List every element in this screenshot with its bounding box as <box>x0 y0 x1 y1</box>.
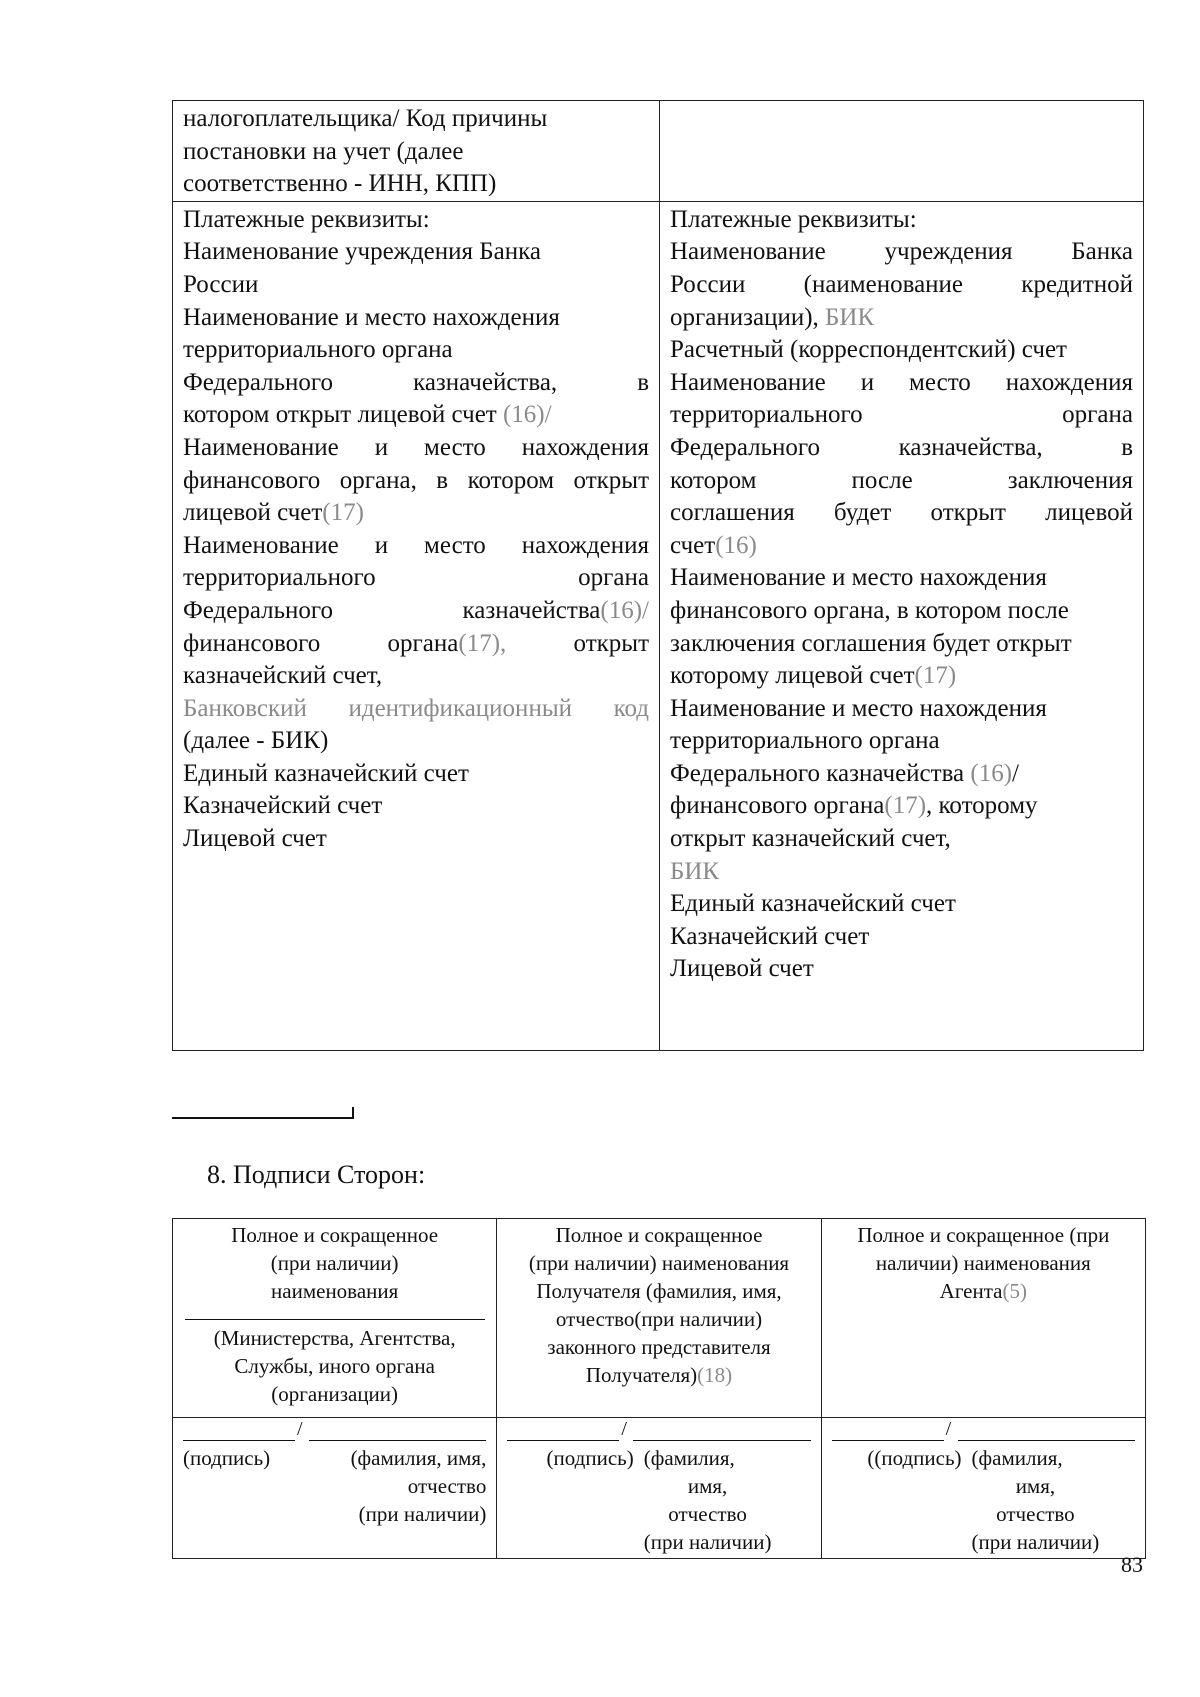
signature-caption <box>179 1444 490 1528</box>
signature-lines <box>828 1418 1139 1444</box>
text-word: финансового <box>183 629 321 657</box>
text-word: Федерального <box>183 368 334 396</box>
footnote-ref: (16) <box>970 759 1013 787</box>
text-line: открыт казначейский счет, <box>670 825 951 853</box>
text-line: имя, <box>687 1474 728 1498</box>
text-line: отчество <box>996 1502 1075 1526</box>
name-line <box>309 1440 486 1441</box>
footnote-ref: (16)/ <box>502 401 552 429</box>
text-line: постановки на учет (далее <box>183 137 464 165</box>
text-line: наименования <box>271 1279 399 1303</box>
signature-block-agent <box>821 1418 1145 1559</box>
signature-caption <box>503 1444 814 1556</box>
text-line <box>183 367 649 400</box>
text-line: территориального органа <box>183 336 453 364</box>
text-line: финансового органа, в котором открыт <box>183 466 649 494</box>
text-line: Банковский идентификационный код <box>183 694 649 722</box>
text-line <box>183 497 649 530</box>
text-line: Казначейский счет <box>183 792 383 820</box>
text-line: (фамилия, имя, <box>350 1446 487 1470</box>
text-segment: Получателя) <box>585 1363 698 1387</box>
text-word: органа <box>578 564 649 592</box>
name-line <box>958 1440 1135 1441</box>
text-segment: органа <box>387 629 459 657</box>
text-word: Федерального <box>670 433 821 461</box>
text-line: (далее - БИК) <box>183 727 329 755</box>
text-line <box>183 628 649 661</box>
text-line: соответственно - ИНН, КПП) <box>183 170 497 198</box>
text-line: России <box>183 270 259 298</box>
text-line: (Министерства, Агентства, <box>213 1326 456 1350</box>
text-line: отчество <box>407 1474 487 1498</box>
requisites-right-cell-tax <box>660 101 1144 202</box>
text-word <box>388 630 507 657</box>
text-segment: Федерального казначейства <box>670 759 971 787</box>
text-line: БИК <box>670 857 720 885</box>
signature-party-recipient <box>497 1219 821 1418</box>
text-segment: лицевой счет <box>183 499 323 527</box>
requisites-row-tax-ids <box>173 101 1144 202</box>
text-segment: которому лицевой счет <box>670 662 915 690</box>
text-word: органа <box>1062 401 1133 429</box>
signature-lines <box>179 1418 490 1444</box>
text-line <box>670 432 1133 465</box>
signature-label: ((подпись) <box>867 1446 962 1470</box>
text-word: Федерального <box>183 596 334 624</box>
text-line: Полное и сокращенное <box>231 1223 439 1247</box>
footnote-ref: (17), <box>458 629 507 657</box>
text-line: Наименование и место нахождения <box>183 433 649 461</box>
signature-line <box>832 1440 944 1441</box>
signature-lines <box>503 1418 814 1444</box>
text-segment: котором открыт лицевой счет <box>183 401 503 429</box>
text-line <box>670 302 1133 335</box>
text-line: (при наличии) <box>358 1502 487 1526</box>
signature-line <box>507 1440 619 1441</box>
footnote-ref: (18) <box>697 1363 733 1387</box>
text-line: финансового органа, в котором после <box>670 596 1069 624</box>
footnote-ref: (5) <box>1002 1279 1027 1303</box>
text-line: отчество <box>668 1502 747 1526</box>
text-segment: , которому <box>926 792 1038 820</box>
signature-party-agent <box>821 1219 1145 1418</box>
text-line <box>183 595 649 628</box>
text-line: Полное и сокращенное <box>555 1223 763 1247</box>
text-line: соглашения будет открыт лицевой <box>670 499 1133 527</box>
text-word: в <box>637 368 649 396</box>
signature-slash: / <box>945 1418 952 1440</box>
text-segment: финансового органа <box>670 792 885 820</box>
text-line <box>670 758 1133 791</box>
text-line: (организации) <box>271 1382 399 1406</box>
signature-slash: / <box>297 1418 303 1440</box>
text-line: Платежные реквизиты: <box>670 205 917 233</box>
text-line: казначейский счет, <box>183 662 383 690</box>
name-label <box>644 1444 772 1556</box>
text-line <box>670 790 1133 823</box>
text-line: наличии) наименования <box>875 1251 1091 1275</box>
text-word: казначейства, <box>898 433 1043 461</box>
text-line: Наименование и место нахождения <box>670 694 1047 722</box>
name-line <box>633 1440 810 1441</box>
text-line: Полное и сокращенное (при <box>857 1223 1110 1247</box>
text-line <box>670 399 1133 432</box>
text-line: (при наличии) <box>971 1530 1100 1554</box>
requisites-right-cell-payment <box>660 201 1144 1050</box>
signature-block-recipient <box>497 1418 821 1559</box>
signature-caption <box>828 1444 1139 1556</box>
name-label <box>351 1444 487 1528</box>
name-label <box>972 1444 1100 1556</box>
text-line: Наименование и место нахождения <box>183 531 649 559</box>
text-line: Наименование и место нахождения <box>670 368 1133 396</box>
text-word: территориального <box>183 564 376 592</box>
footnote-ref: (17) <box>884 792 927 820</box>
footnote-ref: (16) <box>715 531 757 559</box>
footnote-ref: (17) <box>322 499 364 527</box>
text-line: Наименование учреждения Банка <box>183 238 541 266</box>
text-line <box>183 562 649 595</box>
text-line: Лицевой счет <box>670 955 814 983</box>
text-line <box>503 1361 814 1389</box>
text-word: открыт <box>573 629 649 657</box>
text-line: Службы, иного органа <box>234 1354 435 1378</box>
footnote-ref: (17) <box>914 662 957 690</box>
text-line: имя, <box>1015 1474 1056 1498</box>
signature-label: (подпись) <box>546 1446 634 1470</box>
text-segment: счет <box>670 531 716 559</box>
text-line <box>670 465 1133 498</box>
signature-label: (подпись) <box>183 1446 271 1470</box>
signature-slash: / <box>621 1418 627 1440</box>
text-word <box>463 597 649 624</box>
text-line: России (наименование кредитной <box>670 270 1133 298</box>
text-line: Наименование учреждения Банка <box>670 238 1133 266</box>
text-segment: казначейства <box>462 596 601 624</box>
text-line: законного представителя <box>547 1335 771 1359</box>
text-segment: организации), <box>670 303 826 331</box>
text-line: (при наличии) <box>643 1530 772 1554</box>
text-line: Единый казначейский счет <box>183 759 469 787</box>
text-line: территориального органа <box>670 727 940 755</box>
text-line: Наименование и место нахождения <box>183 303 560 331</box>
text-line <box>670 530 1133 563</box>
requisites-left-cell-tax <box>173 101 660 202</box>
signatures-sign-row <box>173 1418 1146 1559</box>
signature-party-ministry <box>173 1219 497 1418</box>
signatures-table <box>172 1218 1146 1559</box>
page-number: 83 <box>1121 1552 1143 1577</box>
name-entry-line <box>185 1319 485 1320</box>
text-line <box>828 1277 1139 1305</box>
text-word: территориального <box>670 401 863 429</box>
footnote-ref: (16)/ <box>600 596 649 624</box>
text-word: после <box>851 466 913 494</box>
text-line <box>670 660 1133 693</box>
text-line: заключения соглашения будет открыт <box>670 629 1072 657</box>
text-word: в <box>1121 433 1133 461</box>
text-line: Расчетный (корреспондентский) счет <box>670 336 1067 364</box>
footnote-ref: БИК <box>825 303 875 331</box>
text-segment: / <box>1012 759 1019 787</box>
text-line: (при наличии) <box>270 1251 399 1275</box>
signature-line <box>183 1440 295 1441</box>
text-segment: Агента <box>939 1279 1003 1303</box>
text-line: (при наличии) наименования <box>528 1251 790 1275</box>
requisites-left-cell-payment <box>173 201 660 1050</box>
text-line: (фамилия, <box>971 1446 1063 1470</box>
text-line: Получателя (фамилия, имя, <box>536 1279 782 1303</box>
text-line: налогоплательщика/ Код причины <box>183 105 548 132</box>
text-line: (фамилия, <box>643 1446 735 1470</box>
requisites-row-payment <box>173 201 1144 1050</box>
text-line <box>183 399 649 432</box>
text-line: отчество(при наличии) <box>555 1307 763 1331</box>
requisites-table <box>172 100 1144 1051</box>
text-line: Казначейский счет <box>670 922 870 950</box>
text-word: заключения <box>1007 466 1134 494</box>
signature-block-ministry <box>173 1418 497 1559</box>
text-line: Лицевой счет <box>183 825 327 853</box>
section-heading: 8. Подписи Сторон: <box>207 1160 426 1189</box>
text-line: Единый казначейский счет <box>670 890 956 918</box>
text-word: казначейства, <box>413 368 558 396</box>
signatures-header-row <box>173 1219 1146 1418</box>
footnote-separator <box>172 1117 352 1119</box>
text-line: Наименование и место нахождения <box>670 564 1047 592</box>
text-word: котором <box>670 466 757 494</box>
text-line: Платежные реквизиты: <box>183 205 430 233</box>
